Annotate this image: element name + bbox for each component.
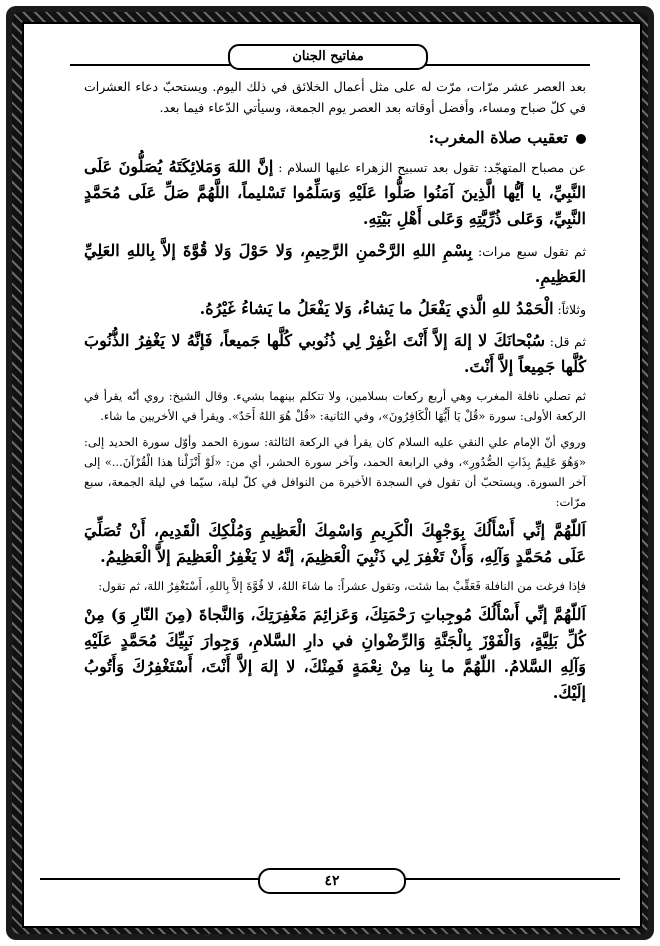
block-1: [84, 154, 586, 232]
dua-text: الْحَمْدُ للهِ الَّذي يَفْعَلُ ما يَشاءُ، وَلا يَفْعَلُ ما يَشاءُ غَيْرُهُ.: [199, 299, 554, 318]
section-heading-text: تعقيب صلاة المغرب:: [428, 128, 568, 147]
dua-text: بِسْمِ اللهِ الرَّحْمنِ الرَّحِيمِ، وَلا حَوْلَ وَلا قُوَّةَ إلاَّ بِاللهِ العَلِيِّ العَظِيمِ.: [84, 241, 586, 286]
note-2: وروي أنّ الإمام علي النقي عليه السلام كان يقرأ في الركعة الثالثة: سورة الحمد وأوّل سورة الحديد إلى: «وَهُوَ عَلِيمٌ بِذَاتِ الصُّدُورِ»، وفي الرابعة الحمد، وآخر سورة الحشر، أي من: «لَوْ أَنْزَلْنا هذا الْقُرْآنَ...» إلى آخر السورة. ويستحبّ أن تقول في السجدة الأخيرة من النوافل في كلّ ليلة، سيّما في ليلة الجمعة، سبع مرّات:: [84, 435, 586, 509]
running-header: مفاتيح الجنان: [228, 44, 428, 70]
page-content: [84, 76, 586, 864]
note-3: فإذا فرغت من النافلة فَعَقِّبْ بما شئت، وتقول عشراً: ما شاءَ اللهُ، لا قُوَّةَ إلاَّ بِاللهِ، أَسْتَغْفِرُ اللهَ، ثم تقول:: [98, 579, 586, 593]
block-intro: ثم قل:: [549, 334, 586, 349]
block-intro: عن مصباح المتهجّد: تقول بعد تسبيح الزهراء عليها السلام :: [278, 160, 586, 175]
dua-text: سُبْحانَكَ لا إلهَ إلاَّ أَنْتَ اغْفِرْ لِي ذُنُوبي كُلَّها جَميعاً، فَإنَّهُ لا يَغْفِرُ الذُّنُوبَ كُلَّها جَمِيعاً إلاَّ أَنْتَ.: [84, 331, 586, 376]
block-intro: ثم تقول سبع مرات:: [477, 244, 586, 259]
block-intro: وثلاثاً:: [557, 302, 586, 317]
page-number: ٤٢: [258, 868, 406, 894]
dua-2: اَللّهُمَّ إنِّي أَسْأَلُكَ بِوَجْهِكَ الْكَرِيمِ وَاسْمِكَ الْعَظِيمِ وَمُلْكِكَ الْقَدِيمِ، أَنْ تُصَلِّيَ عَلَى مُحَمَّدٍ وَآلِهِ، وَأَنْ تَغْفِرَ لِي ذَنْبِيَ الْعَظِيمَ، إنَّهُ لا يَغْفِرُ الْعَظِيمَ إلاَّ الْعَظِيمُ.: [84, 521, 586, 566]
note-1: ثم تصلي نافلة المغرب وهي أربع ركعات بسلامين، ولا تتكلم بينهما بشيء. وقال الشيخ: روي أنّه يقرأ في الركعة الأولى: سورة «قُلْ يَا أَيُّهَا الْكَافِرُونَ»، وفي الثانية: «قُلْ هُوَ اللهُ أَحَدٌ». ويقرأ في الأخريين ما شاء.: [84, 389, 586, 423]
paragraph: بعد العصر عشر مرّات، مرّت له على مثل أعمال الخلائق في ذلك اليوم. ويستحبّ دعاء العشرات في كلّ صباح ومساء، وأفضل أوقاته بعد العصر يوم الجمعة، وسيأتي الدّعاء فيما بعد.: [84, 79, 586, 115]
bullet-icon: [576, 134, 586, 144]
dua-text: إنَّ اللهَ وَمَلائِكَتَهُ يُصَلُّونَ عَلَى النَّبِيِّ، يا أيُّها الَّذِينَ آمَنُوا صَلُّوا عَلَيْهِ وَسَلِّمُوا تَسْليماً، اللَّهُمَّ صَلِّ عَلَى مُحَمَّدٍ النَّبِيِّ، وَعَلى ذُرِّيَّتِهِ وَعَلى أَهْلِ بَيْتِهِ.: [84, 157, 586, 228]
section-heading: [84, 126, 586, 150]
block-4: [84, 328, 586, 380]
block-2: [84, 238, 586, 290]
dua-3: اَللّهُمَّ إنِّي أَسْأَلُكَ مُوجِباتِ رَحْمَتِكَ، وَعَزائِمَ مَغْفِرَتِكَ، وَالنَّجاةَ (مِنَ النّارِ وَ) مِنْ كُلِّ بَلِيَّةٍ، وَالْفَوْزَ بِالْجَنَّةِ وَالرِّضْوانِ في دارِ السَّلامِ، وَجِوارَ نَبِيِّكَ مُحَمَّدٍ عَلَيْهِ وَآلِهِ السَّلامُ. اللّهُمَّ ما بِنا مِنْ نِعْمَةٍ فَمِنْكَ، لا إلهَ إلاَّ أَنْتَ، أَسْتَغْفِرُكَ وَأَتُوبُ إلَيْكَ.: [84, 605, 586, 702]
block-3: [84, 296, 586, 322]
